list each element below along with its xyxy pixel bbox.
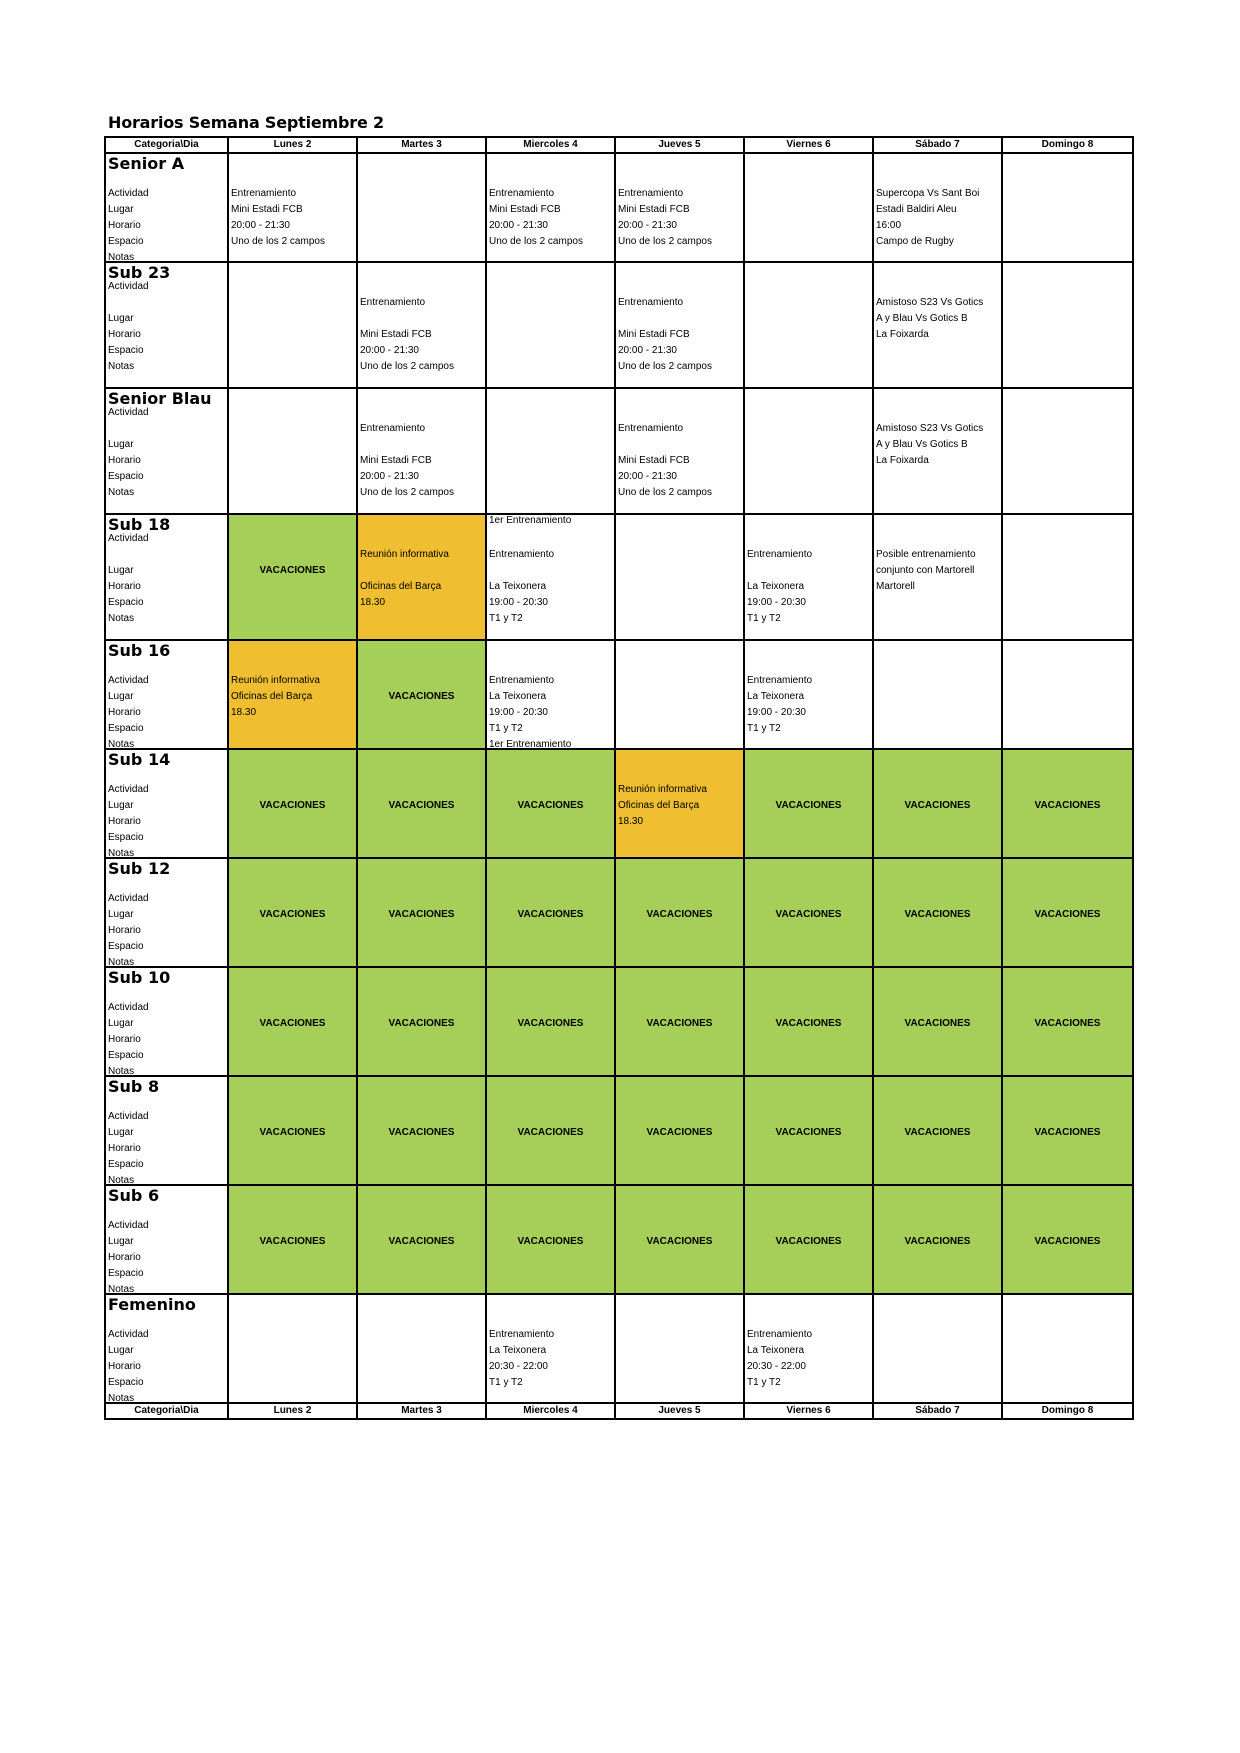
field-label-lugar: Lugar: [108, 1345, 134, 1356]
field-label-lugar: Lugar: [108, 691, 134, 702]
cell-line: Entrenamiento: [747, 549, 813, 560]
category-name: Sub 16: [108, 641, 171, 660]
vacaciones-cell: [357, 967, 486, 1076]
cell-line: 20:00 - 21:30: [618, 220, 677, 231]
category-row-sub-14: [105, 749, 1133, 858]
field-label-notas: Notas: [108, 848, 135, 858]
cell-line: 20:00 - 21:30: [489, 220, 548, 231]
cell-line: Entrenamiento: [489, 188, 555, 199]
activity-cell: [744, 640, 873, 749]
field-label-lugar: Lugar: [108, 1018, 134, 1029]
vacaciones-cell: [615, 1185, 744, 1294]
vacaciones-cell: [486, 1185, 615, 1294]
cell-line: Posible entrenamiento: [876, 549, 976, 560]
empty-cell: [744, 153, 873, 262]
field-label-espacio: Espacio: [108, 1377, 144, 1388]
cell-line: Oficinas del Barça: [231, 691, 313, 702]
column-header-domingo-8: Domingo 8: [1002, 137, 1133, 153]
vacaciones-label: VACACIONES: [517, 800, 584, 811]
vacaciones-label: VACACIONES: [388, 1127, 455, 1138]
field-label-notas: Notas: [108, 957, 135, 967]
vacaciones-cell: [228, 749, 357, 858]
vacaciones-cell: [744, 1076, 873, 1185]
field-label-espacio: Espacio: [108, 236, 144, 247]
cell-line: Uno de los 2 campos: [360, 361, 454, 372]
column-header-jueves-5: Jueves 5: [615, 1403, 744, 1419]
empty-cell: [228, 1294, 357, 1403]
vacaciones-cell: [615, 858, 744, 967]
cell-line: Oficinas del Barça: [360, 581, 442, 592]
cell-line: Entrenamiento: [747, 675, 813, 686]
column-header-martes-3: Martes 3: [357, 1403, 486, 1419]
cell-line: 20:00 - 21:30: [618, 471, 677, 482]
cell-line: 1er Entrenamiento: [489, 515, 572, 526]
cell-line: Oficinas del Barça: [618, 800, 700, 811]
field-label-horario: Horario: [108, 1034, 141, 1045]
category-row-sub-23: [105, 262, 1133, 388]
field-label-actividad: Actividad: [108, 281, 149, 292]
activity-cell: [486, 640, 615, 749]
field-label-actividad: Actividad: [108, 1002, 149, 1013]
cell-line: 19:00 - 20:30: [747, 707, 806, 718]
column-header-categoria-dia: Categoria\Dia: [105, 1403, 228, 1419]
field-label-actividad: Actividad: [108, 533, 149, 544]
meeting-cell: [615, 749, 744, 858]
vacaciones-cell: [1002, 1185, 1133, 1294]
field-label-espacio: Espacio: [108, 345, 144, 356]
cell-line: Entrenamiento: [747, 1329, 813, 1340]
vacaciones-cell: [357, 640, 486, 749]
activity-cell: [615, 388, 744, 514]
field-label-espacio: Espacio: [108, 1159, 144, 1170]
vacaciones-cell: [744, 749, 873, 858]
vacaciones-cell: [486, 858, 615, 967]
field-label-notas: Notas: [108, 1284, 135, 1294]
cell-line: 20:00 - 21:30: [360, 471, 419, 482]
activity-cell: [357, 388, 486, 514]
category-row-femenino: [105, 1294, 1133, 1403]
column-header-viernes-6: Viernes 6: [744, 137, 873, 153]
vacaciones-label: VACACIONES: [259, 1018, 326, 1029]
field-label-espacio: Espacio: [108, 941, 144, 952]
column-header-lunes-2: Lunes 2: [228, 1403, 357, 1419]
category-name: Sub 12: [108, 859, 171, 878]
cell-line: 20:00 - 21:30: [360, 345, 419, 356]
cell-line: La Teixonera: [747, 1345, 805, 1356]
vacaciones-label: VACACIONES: [388, 1236, 455, 1247]
activity-cell: [615, 262, 744, 388]
cell-line: 18.30: [231, 707, 257, 718]
cell-line: La Foixarda: [876, 329, 929, 340]
cell-line: 20:30 - 22:00: [747, 1361, 806, 1372]
activity-cell: [744, 1294, 873, 1403]
cell-line: Entrenamiento: [489, 675, 555, 686]
cell-line: La Foixarda: [876, 455, 929, 466]
vacaciones-cell: [1002, 858, 1133, 967]
category-name: Senior Blau: [108, 389, 212, 408]
field-label-horario: Horario: [108, 707, 141, 718]
category-name: Femenino: [108, 1295, 196, 1314]
category-name: Sub 14: [108, 750, 171, 769]
cell-line: La Teixonera: [747, 581, 805, 592]
cell-line: Uno de los 2 campos: [360, 487, 454, 498]
empty-cell: [228, 388, 357, 514]
column-header-jueves-5: Jueves 5: [615, 137, 744, 153]
category-cell: [105, 1294, 228, 1403]
activity-cell: [357, 262, 486, 388]
cell-line: T1 y T2: [747, 613, 781, 624]
cell-line: 19:00 - 20:30: [489, 597, 548, 608]
vacaciones-cell: [357, 1185, 486, 1294]
category-cell: [105, 514, 228, 640]
vacaciones-label: VACACIONES: [517, 909, 584, 920]
category-cell: [105, 1076, 228, 1185]
cell-line: Entrenamiento: [618, 297, 684, 308]
empty-cell: [486, 262, 615, 388]
column-header-categoria-dia: Categoria\Dia: [105, 137, 228, 153]
cell-line: A y Blau Vs Gotics B: [876, 313, 968, 324]
field-label-actividad: Actividad: [108, 893, 149, 904]
column-header-domingo-8: Domingo 8: [1002, 1403, 1133, 1419]
field-label-actividad: Actividad: [108, 407, 149, 418]
field-label-lugar: Lugar: [108, 1236, 134, 1247]
category-row-sub-10: [105, 967, 1133, 1076]
category-name: Senior A: [108, 154, 185, 173]
field-label-horario: Horario: [108, 816, 141, 827]
cell-line: Entrenamiento: [489, 1329, 555, 1340]
field-label-espacio: Espacio: [108, 1050, 144, 1061]
cell-line: 20:00 - 21:30: [231, 220, 290, 231]
vacaciones-label: VACACIONES: [904, 1127, 971, 1138]
field-label-horario: Horario: [108, 925, 141, 936]
vacaciones-cell: [1002, 967, 1133, 1076]
vacaciones-cell: [1002, 749, 1133, 858]
cell-line: La Teixonera: [489, 581, 547, 592]
empty-cell: [357, 1294, 486, 1403]
category-name: Sub 23: [108, 263, 171, 282]
vacaciones-cell: [228, 967, 357, 1076]
vacaciones-label: VACACIONES: [259, 1236, 326, 1247]
cell-line: Amistoso S23 Vs Gotics: [876, 423, 984, 434]
vacaciones-label: VACACIONES: [388, 1018, 455, 1029]
cell-line: 20:30 - 22:00: [489, 1361, 548, 1372]
category-cell: [105, 967, 228, 1076]
top-header-row: [105, 137, 1133, 153]
cell-line: Mini Estadi FCB: [618, 204, 690, 215]
category-name: Sub 18: [108, 515, 171, 534]
field-label-espacio: Espacio: [108, 471, 144, 482]
cell-line: 16:00: [876, 220, 902, 231]
field-label-lugar: Lugar: [108, 800, 134, 811]
column-header-sabado-7: Sábado 7: [873, 1403, 1002, 1419]
empty-cell: [1002, 640, 1133, 749]
field-label-espacio: Espacio: [108, 832, 144, 843]
column-header-lunes-2: Lunes 2: [228, 137, 357, 153]
cell-line: Entrenamiento: [231, 188, 297, 199]
field-label-horario: Horario: [108, 329, 141, 340]
activity-cell: [744, 514, 873, 640]
field-label-lugar: Lugar: [108, 204, 134, 215]
empty-cell: [1002, 514, 1133, 640]
vacaciones-label: VACACIONES: [517, 1127, 584, 1138]
field-label-horario: Horario: [108, 1143, 141, 1154]
field-label-notas: Notas: [108, 613, 135, 624]
field-label-lugar: Lugar: [108, 313, 134, 324]
vacaciones-cell: [744, 1185, 873, 1294]
vacaciones-cell: [615, 967, 744, 1076]
category-cell: [105, 153, 228, 262]
vacaciones-label: VACACIONES: [388, 691, 455, 702]
column-header-martes-3: Martes 3: [357, 137, 486, 153]
field-label-lugar: Lugar: [108, 565, 134, 576]
cell-line: Entrenamiento: [618, 188, 684, 199]
vacaciones-cell: [228, 1076, 357, 1185]
empty-cell: [357, 153, 486, 262]
activity-cell: [873, 514, 1002, 640]
category-row-senior-blau: [105, 388, 1133, 514]
field-label-lugar: Lugar: [108, 909, 134, 920]
bottom-header-row: [105, 1403, 1133, 1419]
cell-line: 19:00 - 20:30: [747, 597, 806, 608]
vacaciones-label: VACACIONES: [1034, 800, 1101, 811]
cell-line: 20:00 - 21:30: [618, 345, 677, 356]
vacaciones-cell: [615, 1076, 744, 1185]
category-cell: [105, 858, 228, 967]
category-cell: [105, 388, 228, 514]
cell-line: Uno de los 2 campos: [618, 236, 712, 247]
cell-line: Entrenamiento: [360, 297, 426, 308]
cell-line: Uno de los 2 campos: [618, 487, 712, 498]
vacaciones-label: VACACIONES: [1034, 1236, 1101, 1247]
vacaciones-label: VACACIONES: [259, 909, 326, 920]
category-cell: [105, 1185, 228, 1294]
vacaciones-label: VACACIONES: [1034, 909, 1101, 920]
cell-line: Reunión informativa: [231, 675, 320, 686]
empty-cell: [1002, 262, 1133, 388]
cell-line: La Teixonera: [747, 691, 805, 702]
empty-cell: [486, 388, 615, 514]
empty-cell: [615, 514, 744, 640]
vacaciones-label: VACACIONES: [646, 1127, 713, 1138]
vacaciones-cell: [873, 967, 1002, 1076]
vacaciones-label: VACACIONES: [388, 909, 455, 920]
vacaciones-label: VACACIONES: [646, 1018, 713, 1029]
cell-line: A y Blau Vs Gotics B: [876, 439, 968, 450]
activity-cell: [486, 1294, 615, 1403]
vacaciones-label: VACACIONES: [775, 1018, 842, 1029]
meeting-cell: [228, 640, 357, 749]
empty-cell: [873, 640, 1002, 749]
field-label-lugar: Lugar: [108, 1127, 134, 1138]
cell-line: T1 y T2: [747, 723, 781, 734]
vacaciones-cell: [357, 858, 486, 967]
vacaciones-label: VACACIONES: [259, 565, 326, 576]
empty-cell: [1002, 1294, 1133, 1403]
activity-cell: [486, 153, 615, 262]
cell-line: Estadi Baldiri Aleu: [876, 204, 957, 215]
field-label-espacio: Espacio: [108, 597, 144, 608]
cell-line: Mini Estadi FCB: [489, 204, 561, 215]
field-label-notas: Notas: [108, 487, 135, 498]
field-label-horario: Horario: [108, 455, 141, 466]
cell-line: Reunión informativa: [360, 549, 449, 560]
cell-line: Mini Estadi FCB: [231, 204, 303, 215]
field-label-actividad: Actividad: [108, 1329, 149, 1340]
page-title: Horarios Semana Septiembre 2: [108, 113, 384, 132]
cell-line: Uno de los 2 campos: [489, 236, 583, 247]
column-header-miercoles-4: Miercoles 4: [486, 137, 615, 153]
vacaciones-label: VACACIONES: [646, 1236, 713, 1247]
cell-line: 18.30: [618, 816, 644, 827]
field-label-horario: Horario: [108, 1361, 141, 1372]
cell-line: conjunto con Martorell: [876, 565, 975, 576]
field-label-notas: Notas: [108, 1175, 135, 1185]
vacaciones-label: VACACIONES: [904, 1236, 971, 1247]
activity-cell: [873, 388, 1002, 514]
cell-line: Mini Estadi FCB: [360, 455, 432, 466]
cell-line: Martorell: [876, 581, 915, 592]
vacaciones-cell: [228, 1185, 357, 1294]
field-label-actividad: Actividad: [108, 1111, 149, 1122]
field-label-actividad: Actividad: [108, 1220, 149, 1231]
cell-line: La Teixonera: [489, 691, 547, 702]
field-label-espacio: Espacio: [108, 1268, 144, 1279]
category-name: Sub 8: [108, 1077, 160, 1096]
cell-line: Mini Estadi FCB: [618, 455, 690, 466]
cell-line: T1 y T2: [489, 613, 523, 624]
vacaciones-label: VACACIONES: [904, 800, 971, 811]
field-label-notas: Notas: [108, 361, 135, 372]
cell-line: Reunión informativa: [618, 784, 707, 795]
empty-cell: [1002, 153, 1133, 262]
empty-cell: [744, 262, 873, 388]
vacaciones-label: VACACIONES: [646, 909, 713, 920]
vacaciones-cell: [873, 858, 1002, 967]
cell-line: La Teixonera: [489, 1345, 547, 1356]
cell-line: 1er Entrenamiento: [489, 739, 572, 749]
vacaciones-label: VACACIONES: [775, 1127, 842, 1138]
cell-line: Uno de los 2 campos: [231, 236, 325, 247]
vacaciones-cell: [1002, 1076, 1133, 1185]
activity-cell: [873, 262, 1002, 388]
schedule-table: [104, 136, 1134, 1420]
field-label-horario: Horario: [108, 1252, 141, 1263]
vacaciones-label: VACACIONES: [517, 1236, 584, 1247]
field-label-notas: Notas: [108, 1393, 135, 1403]
category-name: Sub 10: [108, 968, 171, 987]
empty-cell: [1002, 388, 1133, 514]
vacaciones-cell: [486, 749, 615, 858]
category-row-sub-18: [105, 514, 1133, 640]
vacaciones-label: VACACIONES: [775, 800, 842, 811]
cell-line: Mini Estadi FCB: [618, 329, 690, 340]
vacaciones-label: VACACIONES: [775, 909, 842, 920]
vacaciones-label: VACACIONES: [517, 1018, 584, 1029]
category-cell: [105, 640, 228, 749]
category-row-sub-12: [105, 858, 1133, 967]
column-header-miercoles-4: Miercoles 4: [486, 1403, 615, 1419]
empty-cell: [615, 640, 744, 749]
field-label-horario: Horario: [108, 220, 141, 231]
field-label-notas: Notas: [108, 739, 135, 749]
activity-cell: [615, 153, 744, 262]
field-label-horario: Horario: [108, 581, 141, 592]
vacaciones-cell: [228, 858, 357, 967]
cell-line: T1 y T2: [489, 1377, 523, 1388]
cell-line: Supercopa Vs Sant Boi: [876, 188, 980, 199]
field-label-actividad: Actividad: [108, 675, 149, 686]
vacaciones-label: VACACIONES: [775, 1236, 842, 1247]
category-cell: [105, 262, 228, 388]
category-row-sub-8: [105, 1076, 1133, 1185]
cell-line: T1 y T2: [747, 1377, 781, 1388]
vacaciones-cell: [228, 514, 357, 640]
vacaciones-cell: [744, 858, 873, 967]
cell-line: Campo de Rugby: [876, 236, 954, 247]
category-row-sub-16: [105, 640, 1133, 749]
cell-line: Entrenamiento: [360, 423, 426, 434]
cell-line: Amistoso S23 Vs Gotics: [876, 297, 984, 308]
empty-cell: [615, 1294, 744, 1403]
vacaciones-cell: [873, 749, 1002, 858]
category-name: Sub 6: [108, 1186, 160, 1205]
activity-cell: [228, 153, 357, 262]
vacaciones-cell: [357, 1076, 486, 1185]
empty-cell: [873, 1294, 1002, 1403]
activity-cell: [873, 153, 1002, 262]
vacaciones-cell: [873, 1185, 1002, 1294]
meeting-cell: [357, 514, 486, 640]
field-label-actividad: Actividad: [108, 784, 149, 795]
vacaciones-label: VACACIONES: [904, 1018, 971, 1029]
category-row-sub-6: [105, 1185, 1133, 1294]
empty-cell: [744, 388, 873, 514]
vacaciones-cell: [744, 967, 873, 1076]
field-label-notas: Notas: [108, 252, 135, 262]
vacaciones-label: VACACIONES: [1034, 1127, 1101, 1138]
cell-line: T1 y T2: [489, 723, 523, 734]
cell-line: Entrenamiento: [489, 549, 555, 560]
activity-cell: [486, 514, 615, 640]
field-label-actividad: Actividad: [108, 188, 149, 199]
vacaciones-label: VACACIONES: [259, 1127, 326, 1138]
field-label-notas: Notas: [108, 1066, 135, 1076]
category-row-senior-a: [105, 153, 1133, 262]
cell-line: Uno de los 2 campos: [618, 361, 712, 372]
empty-cell: [228, 262, 357, 388]
column-header-sabado-7: Sábado 7: [873, 137, 1002, 153]
field-label-lugar: Lugar: [108, 439, 134, 450]
vacaciones-label: VACACIONES: [259, 800, 326, 811]
vacaciones-cell: [486, 967, 615, 1076]
cell-line: 19:00 - 20:30: [489, 707, 548, 718]
vacaciones-cell: [486, 1076, 615, 1185]
cell-line: Mini Estadi FCB: [360, 329, 432, 340]
vacaciones-cell: [873, 1076, 1002, 1185]
vacaciones-label: VACACIONES: [904, 909, 971, 920]
field-label-espacio: Espacio: [108, 723, 144, 734]
category-cell: [105, 749, 228, 858]
vacaciones-label: VACACIONES: [1034, 1018, 1101, 1029]
vacaciones-cell: [357, 749, 486, 858]
cell-line: Entrenamiento: [618, 423, 684, 434]
vacaciones-label: VACACIONES: [388, 800, 455, 811]
cell-line: 18.30: [360, 597, 386, 608]
column-header-viernes-6: Viernes 6: [744, 1403, 873, 1419]
